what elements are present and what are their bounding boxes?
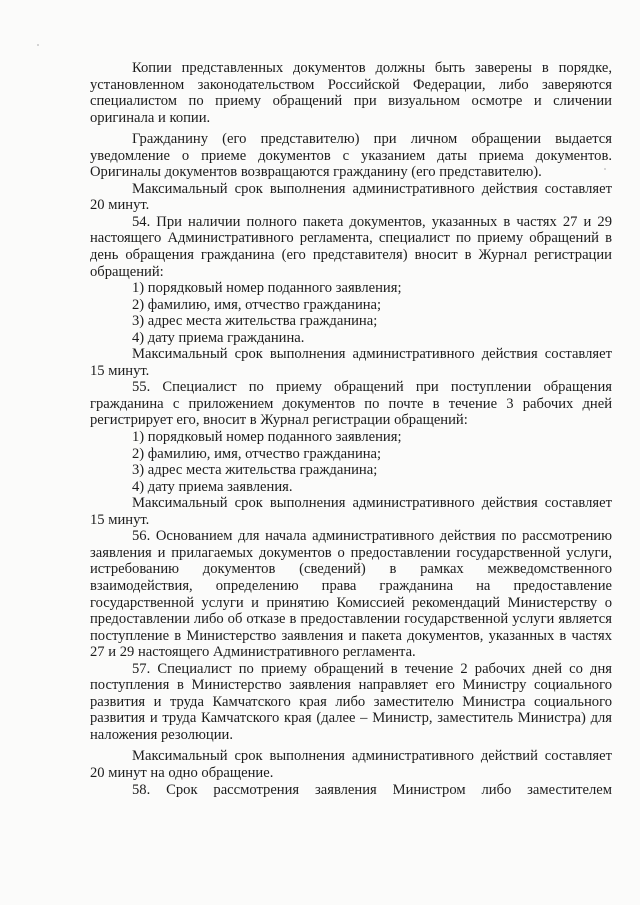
paragraph: Максимальный срок выполнения административного действия составляет 15 минут.	[90, 346, 612, 379]
paragraph: 55. Специалист по приему обращений при поступлении обращения гражданина с приложением документов по почте в течение 3 рабочих дней регистрирует его, вносит в Журнал регистрации обращений:	[90, 379, 612, 429]
list-item: 3) адрес места жительства гражданина;	[132, 462, 378, 479]
list-item: 4) дату приема гражданина.	[132, 329, 305, 346]
list-item: 2) фамилию, имя, отчество гражданина;	[132, 445, 382, 462]
paragraph: Гражданину (его представителю) при личном обращении выдается уведомление о приеме документов с указанием даты приема документов. Оригиналы документов возвращаются гражданину (его представителю).	[90, 131, 612, 181]
scan-speck	[37, 44, 39, 46]
paragraph: 56. Основанием для начала административного действия по рассмотрению заявления и прилагаемых документов о предоставлении государственной услуги, истребованию документов (сведений) в рамках межведомственного взаимодействия, определению права гражданина на предоставление государственной услуги и принятию Комиссией рекомендаций Министерству о предоставлении либо об отказе в предоставлении государственной услуги является поступление в Министерство заявления и пакета документов, указанных в частях 27 и 29 настоящего Административного регламента.	[90, 528, 612, 661]
list-item: 3) адрес места жительства гражданина;	[132, 313, 378, 330]
list-item: 2) фамилию, имя, отчество гражданина;	[132, 296, 382, 313]
paragraph: Максимальный срок выполнения административного действия составляет 20 минут.	[90, 180, 612, 214]
list-item: 1) порядковый номер поданного заявления;	[132, 429, 402, 446]
paragraph: 54. При наличии полного пакета документов, указанных в частях 27 и 29 настоящего Административного регламента, специалист по приему обращений в день обращения гражданина (его представителя) вносит в Журнал регистрации обращений:	[90, 213, 612, 280]
list-item: 4) дату приема заявления.	[132, 478, 293, 495]
paragraph: 58. Срок рассмотрения заявления Министром либо заместителем	[132, 781, 612, 798]
list-item: 1) порядковый номер поданного заявления;	[132, 280, 402, 297]
paragraph: Максимальный срок выполнения административного действий составляет 20 минут на одно обращение.	[90, 748, 612, 781]
paragraph: Максимальный срок выполнения административного действия составляет 15 минут.	[90, 495, 612, 528]
document-body	[90, 60, 612, 798]
paragraph: 57. Специалист по приему обращений в течение 2 рабочих дней со дня поступления в Министерство заявления направляет его Министру социального развития и труда Камчатского края либо заместителю Министра социального развития и труда Камчатского края (далее – Министр, заместитель Министра) для наложения резолюции.	[90, 660, 612, 743]
paragraph: Копии представленных документов должны быть заверены в порядке, установленном законодательством Российской Федерации, либо заверяются специалистом по приему обращений при визуальном осмотре и сличении оригинала и копии.	[90, 60, 612, 126]
